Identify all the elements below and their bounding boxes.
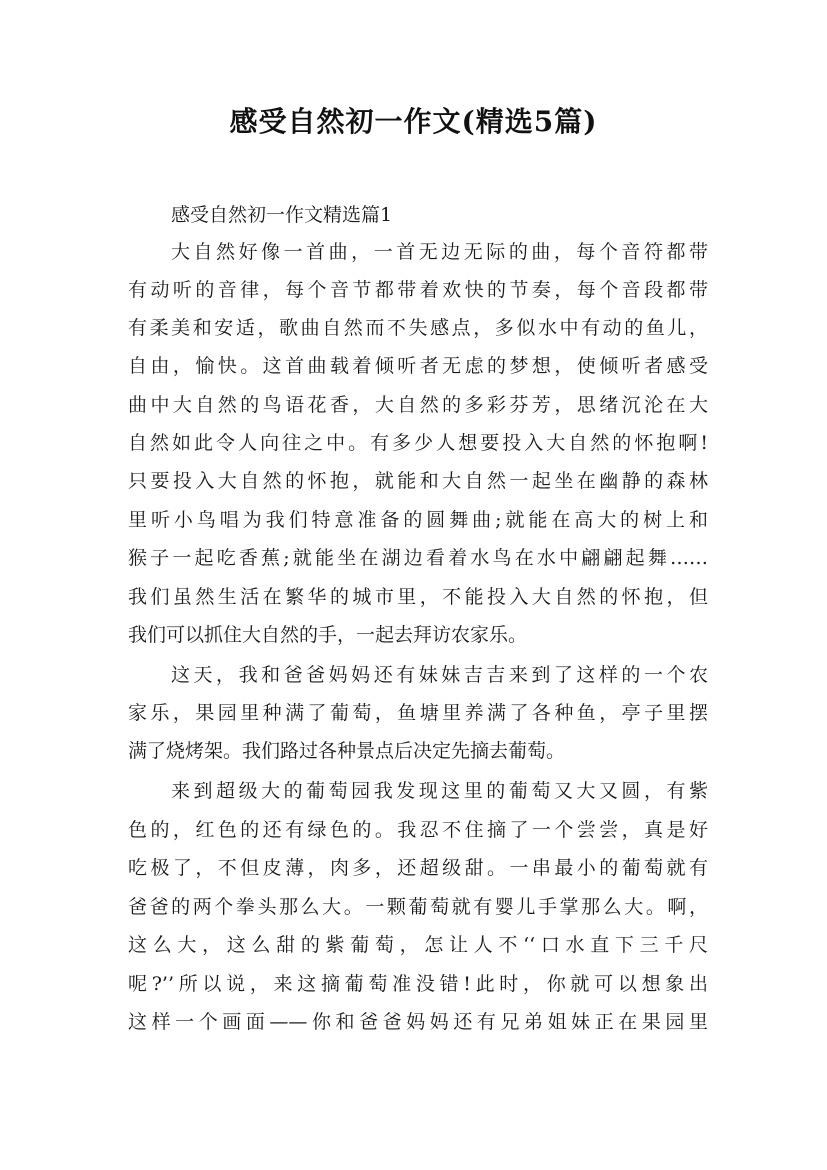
paragraph-line: 色的，红色的还有绿色的。我忍不住摘了一个尝尝，真是好 (128, 819, 708, 841)
paragraph-line: 我们虽然生活在繁华的城市里，不能投入大自然的怀抱，但 (128, 586, 708, 608)
paragraph-line: 这么大，这么甜的紫葡萄，怎让人不‘‘口水直下三千尺 (128, 934, 708, 956)
paragraph-line: 大自然好像一首曲，一首无边无际的曲，每个音符都带 (171, 241, 708, 263)
paragraph-line: 家乐，果园里种满了葡萄，鱼塘里养满了各种鱼，亭子里摆 (128, 702, 708, 724)
paragraph-line: 满了烧烤架。我们路过各种景点后决定先摘去葡萄。 (128, 740, 566, 762)
document-title: 感受自然初一作文(精选5篇) (229, 105, 598, 138)
paragraph-line: 猴子一起吃香蕉;就能坐在湖边看着水鸟在水中翩翩起舞…… (128, 547, 708, 569)
paragraph-line: 呢?’’所以说，来这摘葡萄准没错!此时，你就可以想象出 (128, 973, 708, 995)
section-heading: 感受自然初一作文精选篇1 (171, 204, 393, 226)
paragraph-line: 有动听的音律，每个音节都带着欢快的节奏，每个音段都带 (128, 279, 708, 301)
paragraph-line: 这样一个画面——你和爸爸妈妈还有兄弟姐妹正在果园里 (128, 1011, 708, 1033)
paragraph-line: 有柔美和安适，歌曲自然而不失感点，多似水中有动的鱼儿， (128, 317, 708, 339)
paragraph-line: 我们可以抓住大自然的手，一起去拜访农家乐。 (128, 624, 528, 646)
paragraph-line: 里听小鸟唱为我们特意准备的圆舞曲;就能在高大的树上和 (128, 509, 708, 531)
paragraph-line: 来到超级大的葡萄园我发现这里的葡萄又大又圆，有紫 (171, 780, 708, 802)
paragraph-line: 爸爸的两个拳头那么大。一颗葡萄就有婴儿手掌那么大。啊， (128, 896, 708, 918)
paragraph-line: 曲中大自然的鸟语花香，大自然的多彩芬芳，思绪沉沦在大 (128, 394, 708, 416)
paragraph-line: 这天，我和爸爸妈妈还有妹妹吉吉来到了这样的一个农 (171, 664, 708, 686)
paragraph-line: 自由，愉快。这首曲载着倾听者无虑的梦想，使倾听者感受 (128, 355, 708, 377)
paragraph-line: 吃极了，不但皮薄，肉多，还超级甜。一串最小的葡萄就有 (128, 857, 708, 879)
paragraph-line: 只要投入大自然的怀抱，就能和大自然一起坐在幽静的森林 (128, 470, 708, 492)
paragraph-line: 自然如此令人向往之中。有多少人想要投入大自然的怀抱啊! (128, 432, 708, 454)
